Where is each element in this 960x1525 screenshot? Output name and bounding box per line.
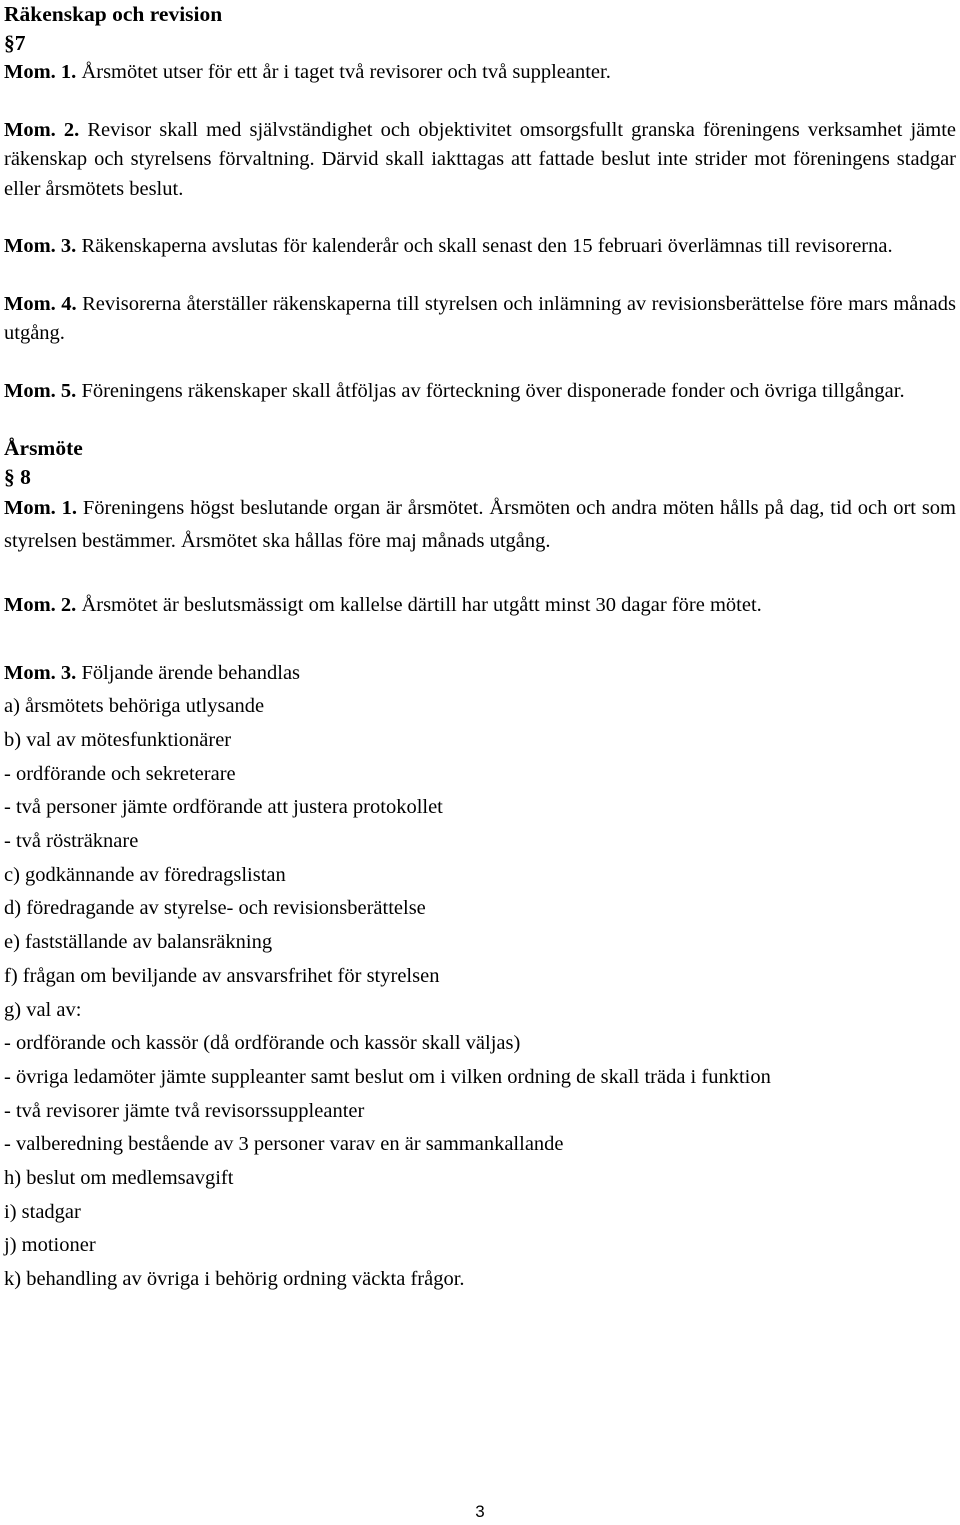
agenda-list <box>4 690 956 1297</box>
paragraph-7-3 <box>4 232 956 262</box>
mom-label: Mom. 3. <box>4 235 77 257</box>
paragraph-text: Följande ärende behandlas <box>76 661 301 684</box>
mom-label: Mom. 3. <box>4 661 77 684</box>
document-page <box>4 0 956 1297</box>
agenda-item: - ordförande och sekreterare <box>4 762 236 785</box>
agenda-item: c) godkännande av föredragslistan <box>4 863 286 886</box>
paragraph-7-1 <box>4 58 956 88</box>
paragraph-text: Föreningens högst beslutande organ är årsmötet. Årsmöten och andra möten hålls på dag, tid och ort som styrelsen bestämmer. Årsmötet ska hållas före maj månads utgång. <box>4 497 956 552</box>
agenda-item: h) beslut om medlemsavgift <box>4 1167 234 1190</box>
agenda-item: d) föredragande av styrelse- och revisionsberättelse <box>4 897 426 920</box>
mom-label: Mom. 2. <box>4 118 80 141</box>
agenda-item: g) val av: <box>4 998 82 1021</box>
agenda-item: k) behandling av övriga i behörig ordning väckta frågor. <box>4 1268 465 1291</box>
agenda-item: - övriga ledamöter jämte suppleanter samt beslut om i vilken ordning de skall träda i funktion <box>4 1065 771 1088</box>
paragraph-8-2 <box>4 591 956 621</box>
paragraph-7-4 <box>4 290 956 349</box>
agenda-item: i) stadgar <box>4 1200 81 1223</box>
agenda-item: - två rösträknare <box>4 830 139 853</box>
paragraph-8-3 <box>4 657 956 691</box>
section-number-7: §7 <box>4 31 26 55</box>
mom-label: Mom. 1. <box>4 61 77 83</box>
agenda-item: b) val av mötesfunktionärer <box>4 728 232 751</box>
mom-label: Mom. 2. <box>4 594 77 616</box>
paragraph-7-2 <box>4 116 956 205</box>
paragraph-text: Revisorerna återställer räkenskaperna till styrelsen och inlämning av revisionsberättelse före mars månads utgång. <box>4 292 956 344</box>
agenda-item: - två personer jämte ordförande att justera protokollet <box>4 796 443 819</box>
agenda-item: a) årsmötets behöriga utlysande <box>4 695 265 718</box>
section-heading-annual-meeting: Årsmöte <box>4 436 83 460</box>
section-heading-accounts: Räkenskap och revision <box>4 2 223 26</box>
agenda-item: - valberedning bestående av 3 personer varav en är sammankallande <box>4 1133 564 1156</box>
paragraph-text: Föreningens räkenskaper skall åtföljas av förteckning över disponerade fonder och övriga tillgångar. <box>76 379 905 402</box>
paragraph-7-5 <box>4 377 956 407</box>
mom-label: Mom. 4. <box>4 292 77 315</box>
paragraph-text: Årsmötet utser för ett år i taget två revisorer och två suppleanter. <box>76 61 611 83</box>
agenda-item: j) motioner <box>4 1234 96 1257</box>
paragraph-8-1 <box>4 492 956 558</box>
agenda-item: - två revisorer jämte två revisorssuppleanter <box>4 1099 365 1122</box>
mom-label: Mom. 5. <box>4 379 77 402</box>
paragraph-text: Revisor skall med självständighet och objektivitet omsorgsfullt granska föreningens verksamhet jämte räkenskap och styrelsens förvaltning. Därvid skall iakttagas att fattade beslut inte strider mot föreningens stadgar eller årsmötets beslut. <box>4 118 956 200</box>
agenda-item: f) frågan om beviljande av ansvarsfrihet för styrelsen <box>4 964 440 987</box>
section-number-8: § 8 <box>4 465 31 489</box>
agenda-item: - ordförande och kassör (då ordförande och kassör skall väljas) <box>4 1032 521 1055</box>
page-number: 3 <box>475 1502 485 1521</box>
paragraph-text: Räkenskaperna avslutas för kalenderår och skall senast den 15 februari överlämnas till revisorerna. <box>76 235 893 257</box>
agenda-item: e) fastställande av balansräkning <box>4 931 273 954</box>
paragraph-text: Årsmötet är beslutsmässigt om kallelse därtill har utgått minst 30 dagar före mötet. <box>76 594 762 616</box>
mom-label: Mom. 1. <box>4 497 78 519</box>
